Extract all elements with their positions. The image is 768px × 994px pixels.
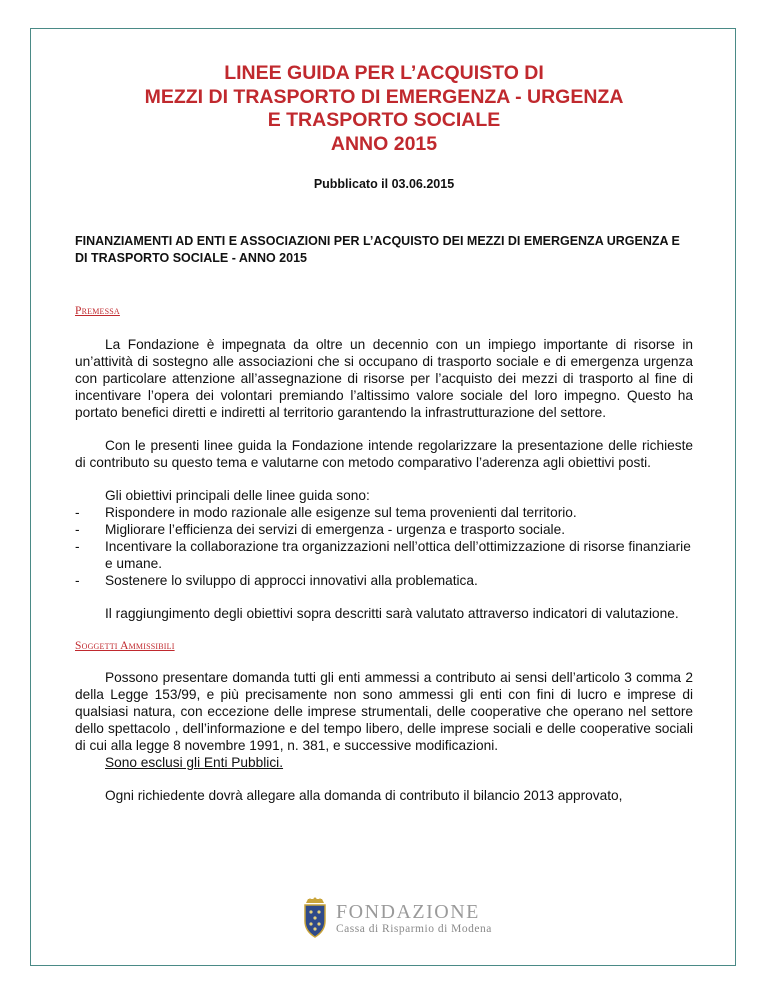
logo-name: FONDAZIONE bbox=[336, 901, 480, 923]
document-body bbox=[75, 62, 693, 804]
document-title bbox=[75, 62, 693, 156]
soggetti-paragraph-1: Possono presentare domanda tutti gli enti ammessi a contributo ai sensi dell’articolo 3 comma 2 della Legge 153/99, e più precisamente non sono ammessi gli enti con fini di lucro e imprese di qualsiasi natura, con eccezione delle imprese strumentali, delle cooperative che operano nel settore dello spettacolo , dell’informazione e del tempo libero, delle imprese sociali e delle cooperative sociali di cui alla legge 8 novembre 1991, n. 381, e successive modificazioni. bbox=[75, 670, 693, 753]
title-line-4: ANNO 2015 bbox=[330, 132, 438, 155]
list-item: - Sostenere lo sviluppo di approcci innovativi alla problematica. bbox=[75, 573, 478, 588]
premessa-paragraph-1: La Fondazione è impegnata da oltre un decennio con un impiego importante di risorse in un’attività di sostegno alle associazioni che si occupano di trasporto sociale e di emergenza urgenza con particolare attenzione all’assegnazione di risorse per l’acquisto dei mezzi di trasporto al fine di incentivare l’opera dei volontari premiando l’altissimo valore sociale del loro impegno. Questo ha portato benefici diretti e indiretti al territorio garantendo la infrastrutturazione del settore. bbox=[75, 337, 693, 420]
section-heading: FINANZIAMENTI AD ENTI E ASSOCIAZIONI PER L’ACQUISTO DEI MEZZI DI EMERGENZA URGENZA E DI TRASPORTO SOCIALE - ANNO 2015 bbox=[75, 234, 680, 265]
premessa-title: Premessa bbox=[75, 305, 120, 317]
list-item: - Migliorare l’efficienza dei servizi di emergenza - urgenza e trasporto sociale. bbox=[75, 522, 566, 537]
title-line-1: LINEE GUIDA PER L’ACQUISTO DI bbox=[224, 62, 544, 84]
soggetti-title: Soggetti Ammissibili bbox=[75, 640, 175, 652]
coat-of-arms-icon bbox=[300, 897, 330, 939]
soggetti-paragraph-2: Ogni richiedente dovrà allegare alla domanda di contributo il bilancio 2013 approvato, bbox=[105, 788, 623, 803]
objectives-list bbox=[75, 504, 693, 589]
premessa-paragraph-2: Con le presenti linee guida la Fondazione intende regolarizzare la presentazione delle richieste di contributo su questo tema e valutarne con metodo comparativo l’aderenza agli obiettivi posti. bbox=[75, 438, 693, 470]
premessa-paragraph-3: Il raggiungimento degli obiettivi sopra descritti sarà valutato attraverso indicatori di valutazione. bbox=[105, 606, 679, 621]
publication-date: Pubblicato il 03.06.2015 bbox=[313, 177, 455, 191]
title-line-2: MEZZI DI TRASPORTO DI EMERGENZA - URGENZA bbox=[144, 85, 624, 108]
objectives-intro: Gli obiettivi principali delle linee guida sono: bbox=[105, 488, 370, 503]
exclusion-note: Sono esclusi gli Enti Pubblici. bbox=[105, 755, 284, 770]
list-item: - Rispondere in modo razionale alle esigenze sul tema provenienti dal territorio. bbox=[75, 505, 577, 520]
title-line-3: E TRASPORTO SOCIALE bbox=[267, 109, 501, 131]
logo-subtitle: Cassa di Risparmio di Modena bbox=[336, 923, 492, 935]
list-item: - Incentivare la collaborazione tra organizzazioni nell’ottica dell’ottimizzazione di risorse finanziarie e umane. bbox=[75, 539, 691, 571]
fondazione-logo bbox=[300, 897, 520, 941]
